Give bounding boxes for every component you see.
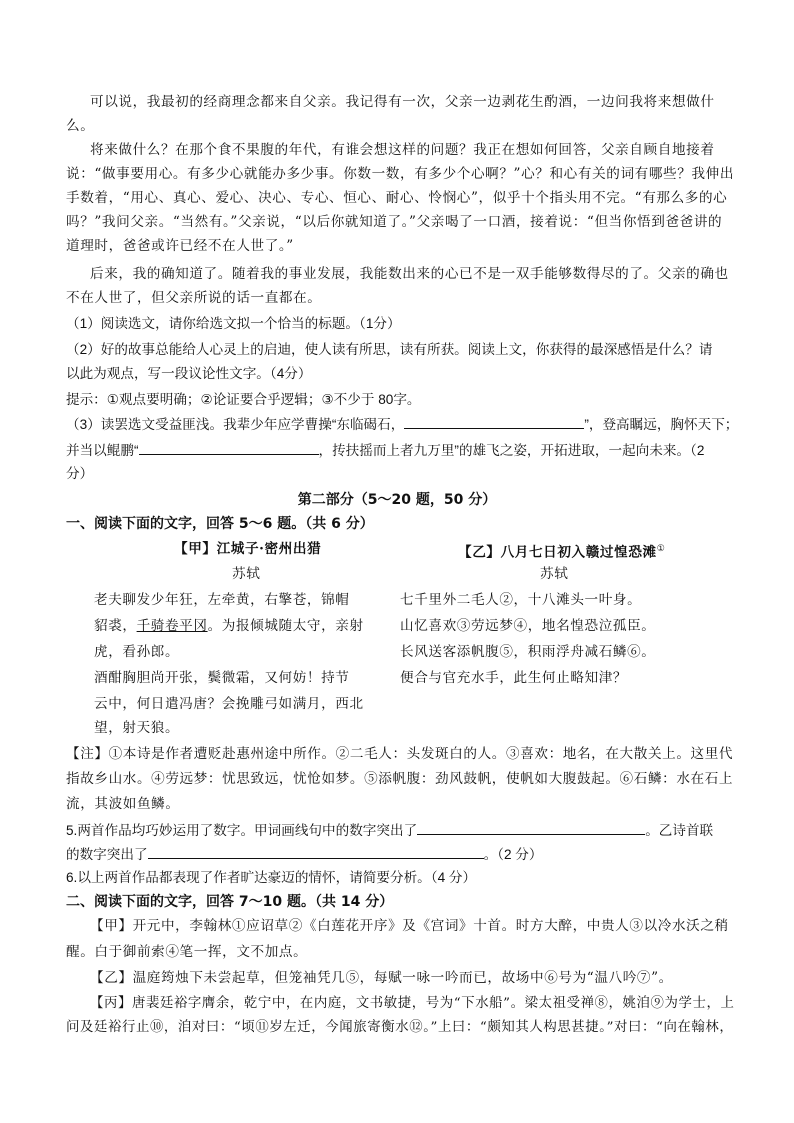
part-title: 第二部分（5～20 题，50 分） <box>297 492 497 508</box>
poem-b-title: 【乙】八月七日初入赣过惶恐滩① <box>458 544 666 561</box>
question-5: 5.两首作品均巧妙运用了数字。甲词画线句中的数字突出了 。乙诗首联 <box>66 818 713 843</box>
hint: 提示：①观点要明确；②论证要合乎逻辑；③不少于 80字。 <box>66 392 421 407</box>
poem-line: 山忆喜欢③劳远梦④，地名惶恐泣孤臣。 <box>400 618 656 634</box>
answer-blank[interactable] <box>404 412 584 429</box>
poem-line: 望，射天狼。 <box>94 720 180 736</box>
poem-line: 虎，看孙郎。 <box>94 644 180 660</box>
poem-a-title: 【甲】江城子·密州出猎 <box>174 541 322 557</box>
passage-line: 可以说，我最初的经商理念都来自父亲。我记得有一次，父亲一边剥花生酌酒，一边问我将来想做什 <box>90 94 715 110</box>
question-3-end: 分） <box>66 466 94 481</box>
section-heading: 二、阅读下面的文字，回答 7～10 题。（共 14 分） <box>66 894 394 910</box>
passage-line: 吗？”我问父亲。“当然有。”父亲说，“以后你就知道了。”父亲喝了一口酒，接着说：“但当你悟到爸爸讲的 <box>66 214 723 230</box>
passage-line: 醒。白于御前索④笔一挥，文不加点。 <box>66 944 308 960</box>
poem-line: 云中，何日遣冯唐？会挽雕弓如满月，西北 <box>94 696 364 712</box>
note-line: 【注】①本诗是作者遭贬赴惠州途中所作。②二毛人：头发斑白的人。③喜欢：地名，在大散关上。这里代 <box>66 746 734 762</box>
underlined-line: 千骑卷平冈 <box>136 618 208 634</box>
question-6: 6.以上两首作品都表现了作者旷达豪迈的情怀，请简要分析。（4 分） <box>66 870 477 885</box>
poem-a-author: 苏轼 <box>232 566 261 582</box>
passage-line: 后来，我的确知道了。随着我的事业发展，我能数出来的心已不是一双手能够数得尽的了。父亲的确也 <box>90 266 729 282</box>
passage-line: 说：“做事要用心。有多少心就能办多少事。你数一数，有多少个心啊？”心？和心有关的词有哪些？我伸出 <box>66 166 735 182</box>
question-2-cont: 以此为观点，写一段议论性文字。（4分） <box>66 366 312 381</box>
passage-line: 将来做什么？在那个食不果腹的年代，有谁会想这样的问题？我正在想如何回答，父亲自顾自地接着 <box>90 142 715 158</box>
passage-line: 道理时，爸爸或许已经不在人世了。” <box>66 238 294 254</box>
section-heading: 一、阅读下面的文字，回答 5～6 题。（共 6 分） <box>66 516 374 532</box>
note-line: 指故乡山水。④劳远梦：忧思致远，忧怆如梦。⑤添帆腹：劲风鼓帆，使帆如大腹鼓起。⑥石鳞：水在石上 <box>66 771 734 787</box>
poem-line: 酒酣胸胆尚开张，鬓微霜，又何妨！持节 <box>94 670 350 686</box>
note-line: 流，其波如鱼鳞。 <box>66 796 180 812</box>
question-5-cont: 的数字突出了 。（2 分） <box>66 842 542 867</box>
answer-blank[interactable] <box>417 818 645 835</box>
passage-line: 【丙】唐裴廷裕字膺余，乾宁中，在内庭，文书敏捷，号为“下水船”。梁太祖受禅⑧，姚洎⑨为学士，上 <box>90 996 735 1011</box>
poem-line: 长风送客添帆腹⑤，积雨浮舟减石鳞⑥。 <box>400 644 656 660</box>
answer-blank[interactable] <box>148 842 484 859</box>
answer-blank[interactable] <box>139 438 319 455</box>
question-2: （2）好的故事总能给人心灵上的启迪，使人读有所思，读有所获。阅读上文，你获得的最深感悟是什么？请 <box>66 342 713 357</box>
passage-line: 问及廷裕行止⑩，洎对曰：“顷⑪岁左迁，今闻旅寄衡水⑫。”上曰：“颇知其人构思甚捷。”对曰：“向在翰林， <box>66 1020 734 1035</box>
poem-line: 老夫聊发少年狂，左牵黄，右擎苍，锦帽 <box>94 592 350 608</box>
poem-line: 貂裘，千骑卷平冈。为报倾城随太守，亲射 <box>94 618 364 634</box>
question-1: （1）阅读选文，请你给选文拟一个恰当的标题。（1分） <box>66 316 401 331</box>
passage-line: 么。 <box>66 118 95 134</box>
passage-line: 【甲】开元中，李翰林①应诏草②《白莲花开序》及《宫词》十首。时方大醉，中贵人③以冷水沃之稍 <box>90 918 729 934</box>
passage-line: 不在人世了，但父亲所说的话一直都在。 <box>66 290 322 306</box>
question-3: （3）读罢选文受益匪浅。我辈少年应学曹操“东临碣石， ”，登高瞩远，胸怀天下； <box>66 412 738 437</box>
passage-line: 【乙】温庭筠烛下未尝起草，但笼袖凭几⑤，每赋一咏一吟而已，故场中⑥号为“温八吟⑦”。 <box>90 970 673 986</box>
poem-line: 便合与官充水手，此生何止略知津？ <box>400 670 628 686</box>
poem-line: 七千里外二毛人②，十八滩头一叶身。 <box>400 592 642 608</box>
poem-b-author: 苏轼 <box>540 566 569 582</box>
question-3-cont: 并当以鲲鹏“ ，抟扶摇而上者九万里”的雄飞之姿，开拓进取，一起向未来。（2 <box>66 438 704 463</box>
passage-line: 手数着，“用心、真心、爱心、决心、专心、恒心、耐心、怜悯心”，似乎十个指头用不完。“有那么多的心 <box>66 190 728 206</box>
